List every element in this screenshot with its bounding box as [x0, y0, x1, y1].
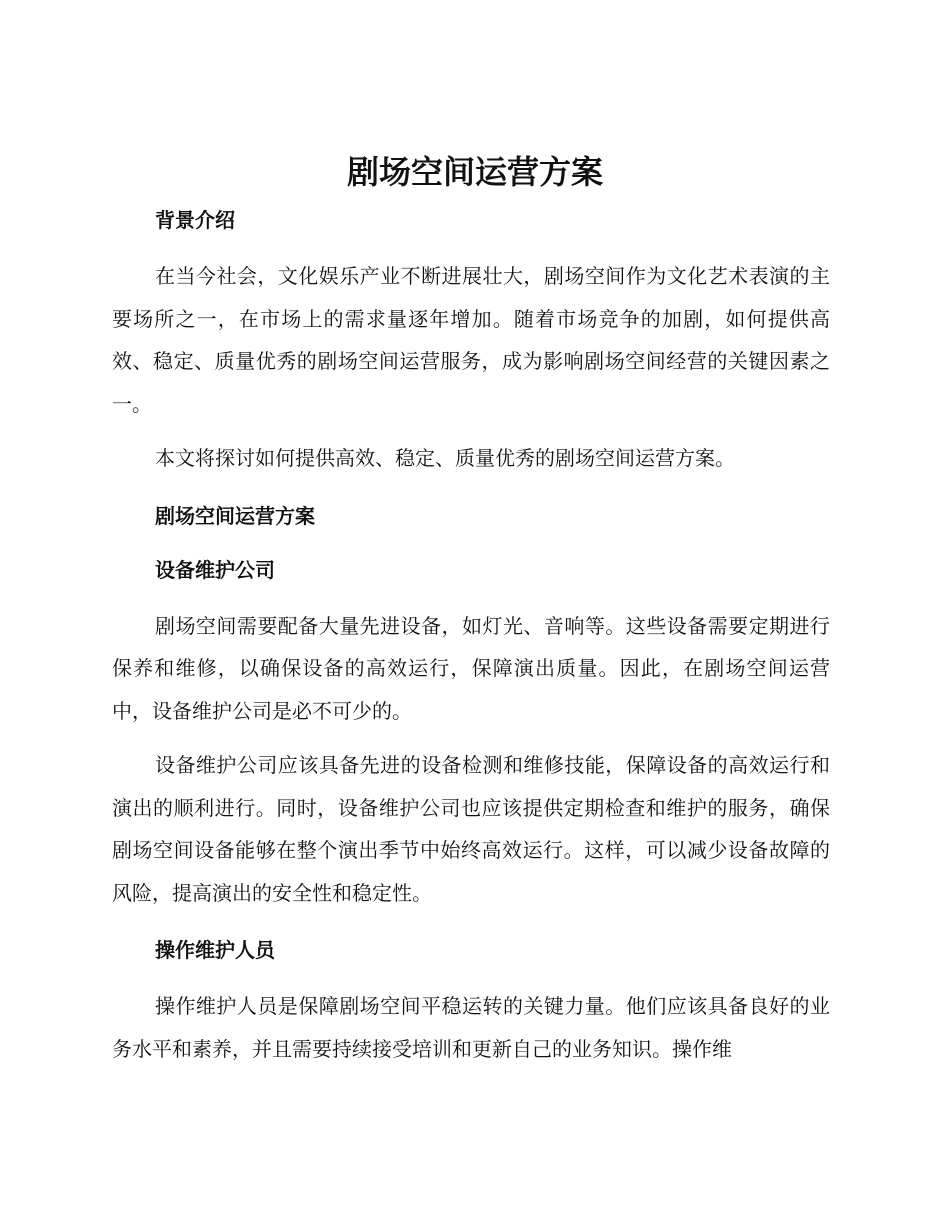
section-heading-staff: 操作维护人员: [155, 938, 275, 962]
paragraph-staff-1: 操作维护人员是保障剧场空间平稳运转的关键力量。他们应该具备良好的业务水平和素养，并且需要持续接受培训和更新自己的业务知识。操作维: [112, 994, 830, 1061]
paragraph-background-2: 本文将探讨如何提供高效、稳定、质量优秀的剧场空间运营方案。: [155, 446, 735, 470]
document-title: 剧场空间运营方案: [346, 153, 603, 191]
document-body: [112, 204, 830, 1070]
section-heading-equipment: 设备维护公司: [155, 557, 275, 582]
paragraph-equipment-2: 设备维护公司应该具备先进的设备检测和维修技能，保障设备的高效运行和演出的顺利进行。同时，设备维护公司也应该提供定期检查和维护的服务，确保剧场空间设备能够在整个演出季节中始终高效运行。这样，可以减少设备故障的风险，提高演出的安全性和稳定性。: [112, 753, 830, 905]
paragraph-background-1: 在当今社会，文化娱乐产业不断进展壮大，剧场空间作为文化艺术表演的主要场所之一，在市场上的需求量逐年增加。随着市场竞争的加剧，如何提供高效、稳定、质量优秀的剧场空间运营服务，成为影响剧场空间经营的关键因素之一。: [112, 264, 830, 416]
section-heading-plan: 剧场空间运营方案: [155, 503, 315, 528]
paragraph-equipment-1: 剧场空间需要配备大量先进设备，如灯光、音响等。这些设备需要定期进行保养和维修，以确保设备的高效运行，保障演出质量。因此，在剧场空间运营中，设备维护公司是必不可少的。: [112, 613, 830, 723]
section-heading-background: 背景介绍: [155, 208, 235, 232]
